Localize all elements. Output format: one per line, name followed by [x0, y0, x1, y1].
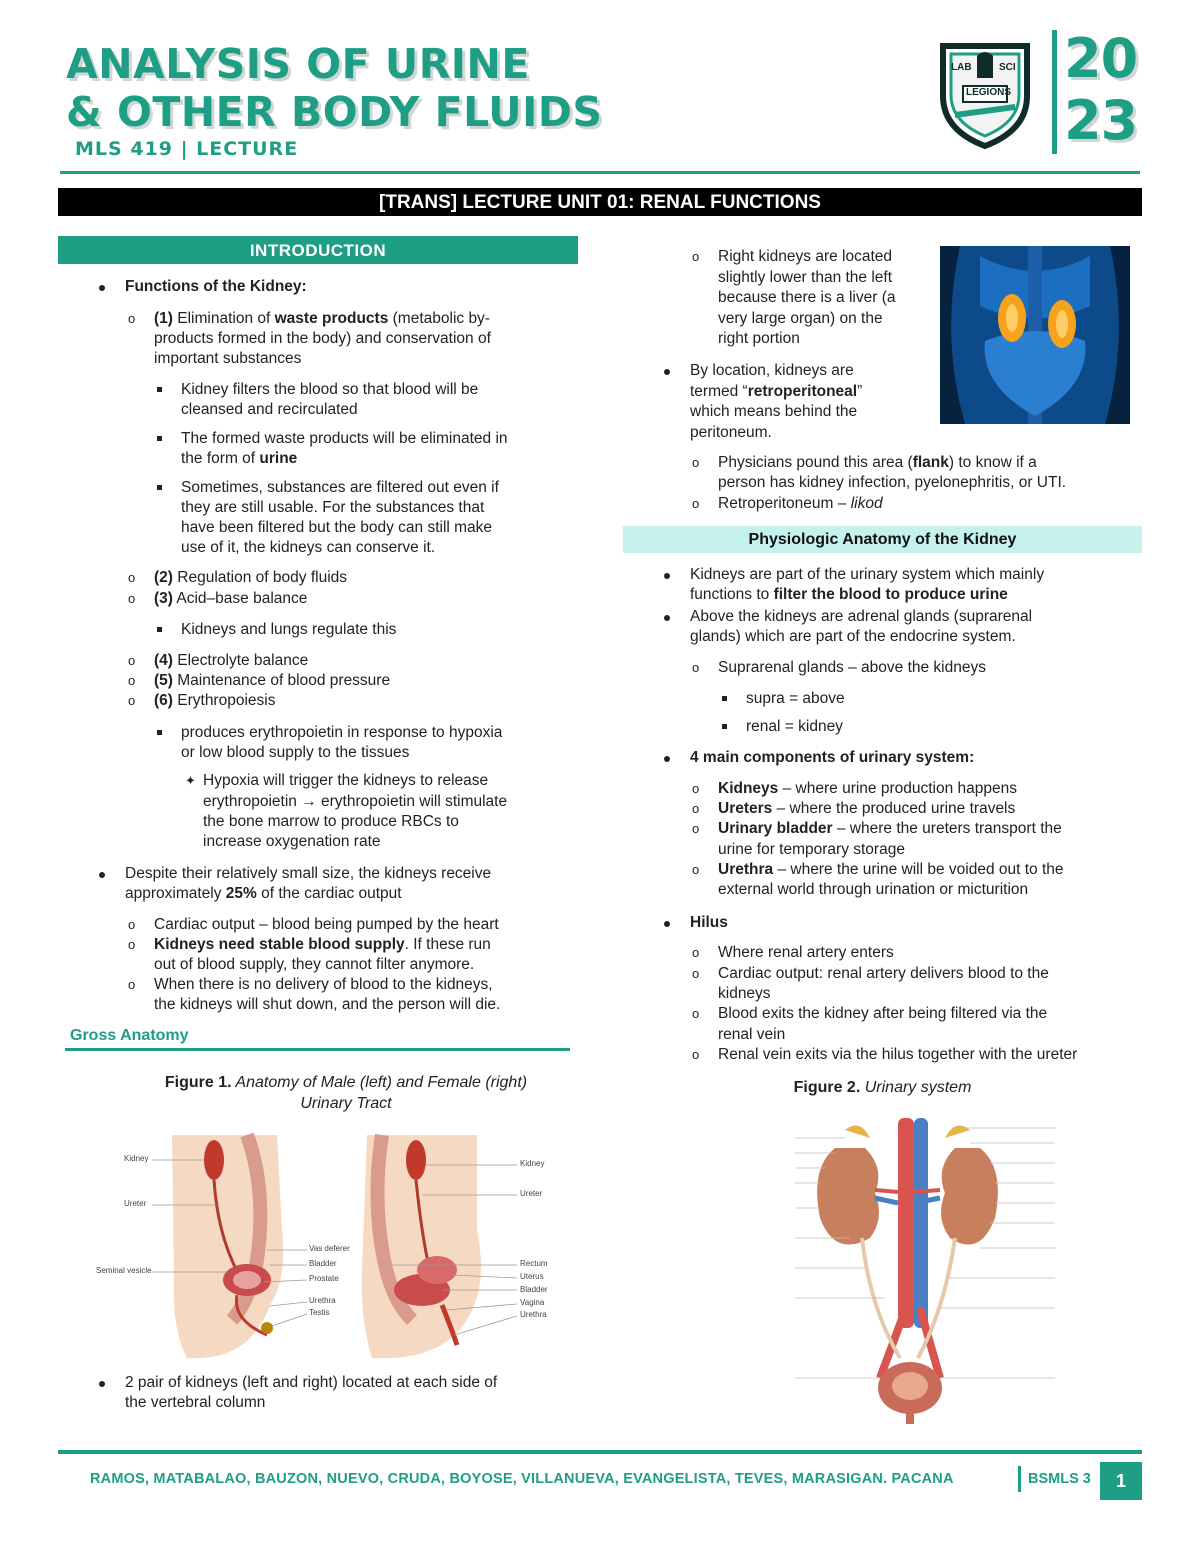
doc-title-line2: & OTHER BODY FLUIDS: [66, 88, 603, 136]
circle-bullet-icon: o: [692, 249, 700, 264]
footer-separator: [1018, 1466, 1021, 1492]
square-bullet-icon: [157, 485, 162, 490]
sub-4: Kidneys and lungs regulate this: [181, 621, 397, 638]
circle-bullet-icon: o: [692, 862, 700, 877]
supra-def: supra = above: [746, 690, 845, 707]
sub-6-line2: erythropoietin → erythropoietin will stimulate: [203, 793, 508, 810]
label-urethra-male: Urethra: [309, 1296, 336, 1305]
function-3: (3) Acid–base balance: [154, 590, 308, 607]
circle-bullet-icon: o: [692, 660, 700, 675]
sub-3-line2: they are still usable. For the substances that: [181, 499, 485, 516]
bullet-icon: [664, 369, 670, 375]
logo-text-lab: LAB: [951, 62, 972, 73]
circle-bullet-icon: o: [692, 1047, 700, 1062]
stable-blood-supply: Kidneys need stable blood supply. If these run: [154, 936, 491, 953]
square-bullet-icon: [722, 696, 727, 701]
component-bladder: Urinary bladder – where the ureters transport the: [718, 820, 1062, 837]
retroperitoneal-line2: termed “retroperitoneal”: [690, 383, 863, 400]
figure-1-caption: Figure 1. Anatomy of Male (left) and Female (right): [164, 1074, 528, 1091]
phys-1-line1: Kidneys are part of the urinary system which mainly: [690, 566, 1045, 583]
footer-authors: RAMOS, MATABALAO, BAUZON, NUEVO, CRUDA, BOYOSE, VILLANUEVA, EVANGELISTA, TEVES, MARASIGAN. PACANA: [90, 1471, 954, 1487]
components-heading: 4 main components of urinary system:: [690, 749, 975, 766]
sub-6-line1: Hypoxia will trigger the kidneys to release: [203, 772, 489, 789]
diamond-bullet-icon: ✦: [185, 773, 196, 788]
circle-bullet-icon: o: [128, 917, 136, 932]
phys-2-line2: glands) which are part of the endocrine system.: [690, 628, 1016, 645]
circle-bullet-icon: o: [692, 821, 700, 836]
bullet-icon: [664, 573, 670, 579]
label-ureter-female: Ureter: [520, 1189, 543, 1198]
square-bullet-icon: [722, 724, 727, 729]
bullet-icon: [664, 921, 670, 927]
right-kidney-line1: Right kidneys are located: [718, 248, 893, 265]
bullet-icon: [99, 1381, 105, 1387]
header-vertical-divider: [1052, 30, 1057, 154]
circle-bullet-icon: o: [692, 496, 700, 511]
sub-6-line4: increase oxygenation rate: [203, 833, 381, 850]
doc-subtitle: MLS 419 | LECTURE: [75, 138, 299, 160]
circle-bullet-icon: o: [128, 673, 136, 688]
circle-bullet-icon: o: [128, 570, 136, 585]
label-prostate: Prostate: [309, 1274, 339, 1283]
bullet-3-line1: 2 pair of kidneys (left and right) located at each side of: [125, 1374, 498, 1391]
cardiac-output-def: Cardiac output – blood being pumped by the heart: [154, 916, 499, 933]
function-2: (2) Regulation of body fluids: [154, 569, 348, 586]
component-urethra-line2: external world through urination or micturition: [718, 881, 1029, 898]
retroperitoneal-line1: By location, kidneys are: [690, 362, 854, 379]
circle-bullet-icon: o: [692, 945, 700, 960]
label-kidney-female: Kidney: [520, 1159, 545, 1168]
footer-rule: [58, 1450, 1142, 1454]
phys-2-line1: Above the kidneys are adrenal glands (suprarenal: [690, 608, 1033, 625]
figure-2-caption: Figure 2. Urinary system: [793, 1079, 972, 1096]
sub-3-line3: have been filtered but the body can still make: [181, 519, 493, 536]
section-gross-anatomy: Gross Anatomy: [70, 1027, 189, 1044]
hilus-4: Renal vein exits via the hilus together with the ureter: [718, 1046, 1078, 1063]
bullet-icon: [99, 872, 105, 878]
renal-def: renal = kidney: [746, 718, 843, 735]
hilus-3-line2: renal vein: [718, 1026, 786, 1043]
function-5: (5) Maintenance of blood pressure: [154, 672, 391, 689]
sub-2-line1: The formed waste products will be eliminated in: [181, 430, 508, 447]
bullet-3-line2: the vertebral column: [125, 1394, 266, 1411]
page-number: 1: [1100, 1462, 1142, 1500]
function-6: (6) Erythropoiesis: [154, 692, 276, 709]
retroperitoneal-line4: peritoneum.: [690, 424, 772, 441]
square-bullet-icon: [157, 627, 162, 632]
label-uterus: Uterus: [520, 1272, 544, 1281]
lab-sci-legions-logo: [935, 38, 1035, 150]
hilus-2-line1: Cardiac output: renal artery delivers blood to the: [718, 965, 1049, 982]
bullet-icon: [99, 285, 105, 291]
stable-blood-supply-line2: out of blood supply, they cannot filter anymore.: [154, 956, 475, 973]
flank-line2: person has kidney infection, pyelonephritis, or UTI.: [718, 474, 1067, 491]
logo-text-legions: LEGIONS: [966, 87, 1012, 98]
right-kidney-line2: slightly lower than the left: [718, 269, 893, 286]
retroperitoneal-line3: which means behind the: [690, 403, 858, 420]
bullet-icon: [664, 756, 670, 762]
label-bladder-male: Bladder: [309, 1259, 337, 1268]
figure-2-urinary-system-image: [790, 1108, 1060, 1426]
logo-text-sci: SCI: [999, 62, 1016, 73]
function-4: (4) Electrolyte balance: [154, 652, 309, 669]
header-rule: [60, 171, 1140, 174]
bullet-2-line2: approximately 25% of the cardiac output: [125, 885, 402, 902]
function-1: (1) Elimination of waste products (metabolic by-: [154, 310, 490, 327]
label-vas-deferens: Vas deferer: [309, 1244, 350, 1253]
right-kidney-line4: very large organ) on the: [718, 310, 883, 327]
label-ureter-male: Ureter: [124, 1199, 147, 1208]
bullet-icon: [664, 615, 670, 621]
sub-1-line2: cleansed and recirculated: [181, 401, 358, 418]
circle-bullet-icon: o: [128, 693, 136, 708]
year-top: 20: [1064, 27, 1138, 90]
doc-title-line1: ANALYSIS OF URINE: [66, 40, 530, 88]
sub-1-line1: Kidney filters the blood so that blood will be: [181, 381, 479, 398]
gross-anatomy-rule: [65, 1048, 570, 1051]
footer-section: BSMLS 3: [1028, 1471, 1091, 1487]
circle-bullet-icon: o: [128, 937, 136, 952]
figure-1-urinary-tract-image: [92, 1130, 562, 1360]
hilus-1: Where renal artery enters: [718, 944, 894, 961]
component-ureters: Ureters – where the produced urine travels: [718, 800, 1016, 817]
circle-bullet-icon: o: [128, 977, 136, 992]
label-urethra-female: Urethra: [520, 1310, 547, 1319]
kidney-location-image: [940, 246, 1130, 424]
section-introduction: INTRODUCTION: [58, 236, 578, 264]
circle-bullet-icon: o: [692, 455, 700, 470]
component-urethra: Urethra – where the urine will be voided out to the: [718, 861, 1064, 878]
circle-bullet-icon: o: [692, 801, 700, 816]
flank-line1: Physicians pound this area (flank) to know if a: [718, 454, 1037, 471]
label-seminal-vesicle: Seminal vesicle: [96, 1266, 152, 1275]
no-delivery-line1: When there is no delivery of blood to the kidneys,: [154, 976, 493, 993]
section-physiologic-anatomy: Physiologic Anatomy of the Kidney: [623, 526, 1142, 553]
label-vagina: Vagina: [520, 1298, 545, 1307]
lecture-banner: [TRANS] LECTURE UNIT 01: RENAL FUNCTIONS: [58, 188, 1142, 216]
retroperitoneum-likod: Retroperitoneum – likod: [718, 495, 883, 512]
component-bladder-line2: urine for temporary storage: [718, 841, 905, 858]
square-bullet-icon: [157, 387, 162, 392]
function-1-line3: important substances: [154, 350, 302, 367]
bullet-2-line1: Despite their relatively small size, the kidneys receive: [125, 865, 492, 882]
sub-6-line3: the bone marrow to produce RBCs to: [203, 813, 459, 830]
circle-bullet-icon: o: [692, 781, 700, 796]
square-bullet-icon: [157, 436, 162, 441]
function-1-line2: products formed in the body) and conservation of: [154, 330, 491, 347]
functions-heading: Functions of the Kidney:: [125, 278, 307, 295]
hilus-3-line1: Blood exits the kidney after being filtered via the: [718, 1005, 1048, 1022]
sub-5-line1: produces erythropoietin in response to hypoxia: [181, 724, 503, 741]
year-bottom: 23: [1064, 89, 1138, 152]
phys-1-line2: functions to filter the blood to produce urine: [690, 586, 1008, 603]
square-bullet-icon: [157, 730, 162, 735]
right-kidney-line3: because there is a liver (a: [718, 289, 896, 306]
sub-3-line1: Sometimes, substances are filtered out even if: [181, 479, 499, 496]
circle-bullet-icon: o: [692, 966, 700, 981]
sub-3-line4: use of it, the kidneys can conserve it.: [181, 539, 436, 556]
label-bladder-female: Bladder: [520, 1285, 548, 1294]
hilus-2-line2: kidneys: [718, 985, 771, 1002]
label-rectum: Rectum: [520, 1259, 548, 1268]
label-kidney-male: Kidney: [124, 1154, 149, 1163]
figure-1-caption-line2: Urinary Tract: [300, 1095, 392, 1112]
circle-bullet-icon: o: [692, 1006, 700, 1021]
suprarenal-def: Suprarenal glands – above the kidneys: [718, 659, 986, 676]
sub-5-line2: or low blood supply to the tissues: [181, 744, 410, 761]
component-kidneys: Kidneys – where urine production happens: [718, 780, 1018, 797]
circle-bullet-icon: o: [128, 311, 136, 326]
circle-bullet-icon: o: [128, 653, 136, 668]
hilus-heading: Hilus: [690, 914, 728, 931]
circle-bullet-icon: o: [128, 591, 136, 606]
label-testis: Testis: [309, 1308, 330, 1317]
right-kidney-line5: right portion: [718, 330, 800, 347]
sub-2-line2: the form of urine: [181, 450, 298, 467]
no-delivery-line2: the kidneys will shut down, and the person will die.: [154, 996, 501, 1013]
